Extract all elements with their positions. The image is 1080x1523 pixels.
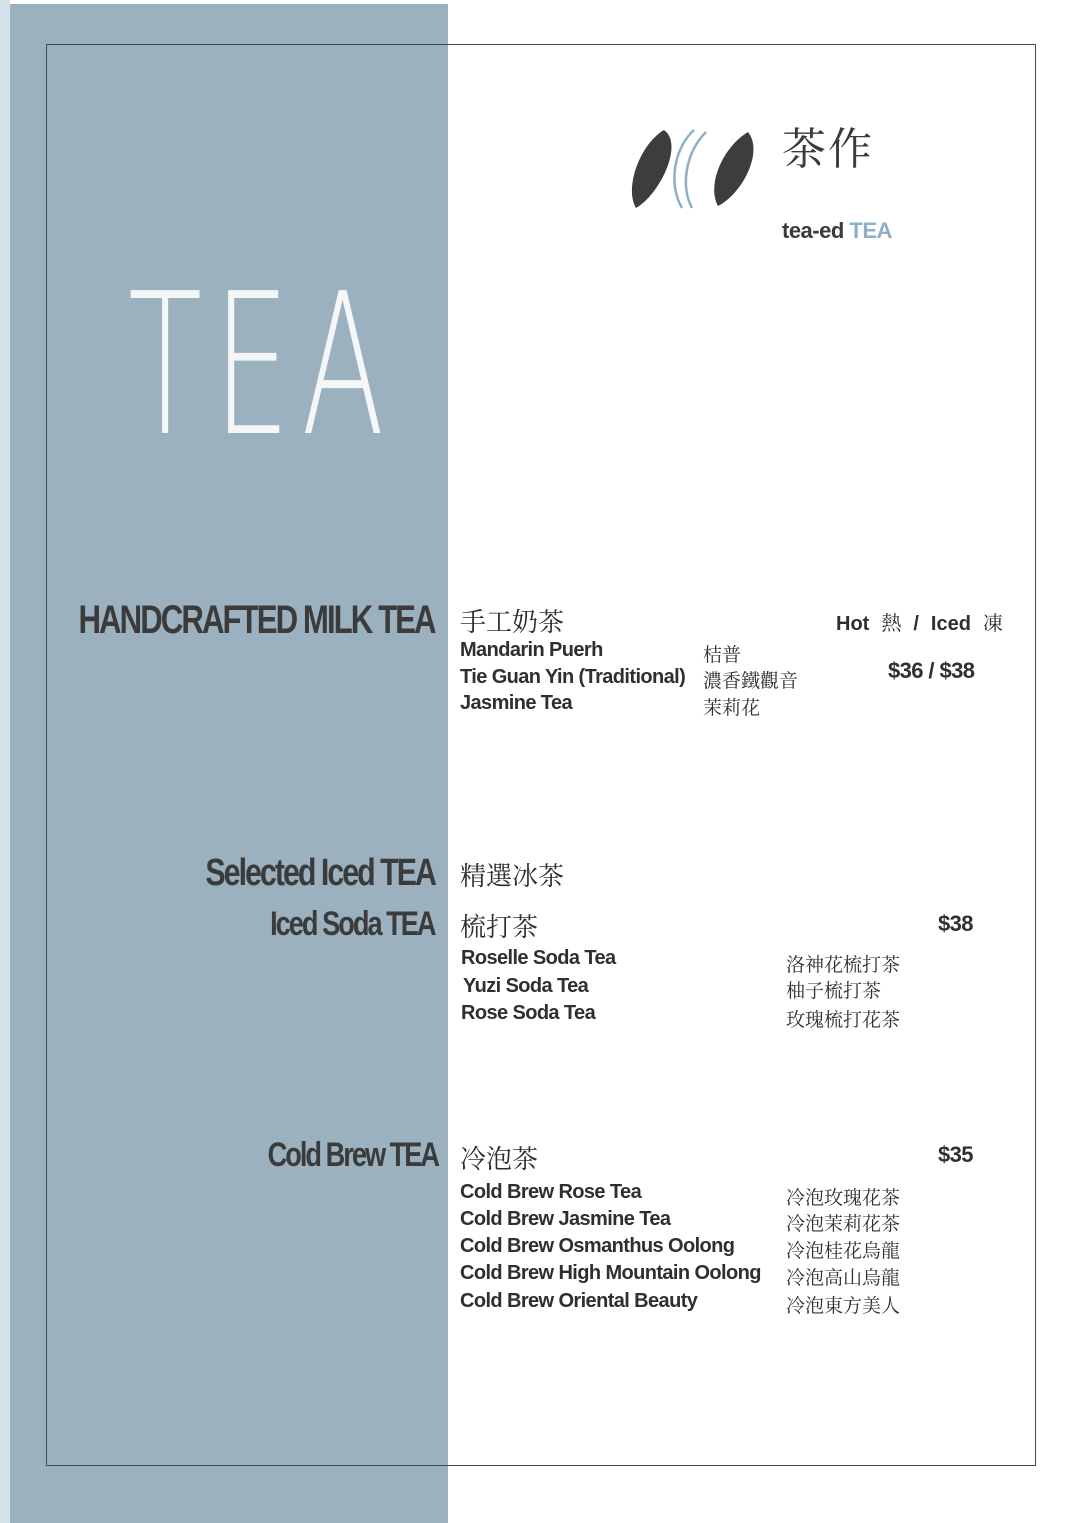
soda-tea-item-cjk: 玫瑰梳打花茶: [786, 1010, 901, 1031]
milk-tea-item-cjk: 桔普: [703, 645, 742, 666]
milk-tea-item-cjk: 濃香鐵觀音: [703, 671, 799, 692]
cold-brew-title: Cold Brew TEA: [267, 1136, 438, 1174]
brand-name-part1: tea-ed: [782, 218, 844, 243]
legend-separator: /: [913, 613, 919, 635]
hot-cjk: 熱: [881, 613, 902, 635]
soda-tea-item-cjk: 洛神花梳打茶: [786, 955, 901, 976]
hero-title: TEA: [128, 252, 396, 480]
soda-tea-price: $38: [938, 911, 973, 936]
brand-name: [782, 218, 892, 244]
soda-tea-item: Roselle Soda Tea: [461, 947, 616, 969]
milk-tea-item: Jasmine Tea: [460, 692, 572, 714]
cold-brew-item: Cold Brew High Mountain Oolong: [460, 1262, 761, 1284]
left-edge: [0, 0, 10, 1523]
cold-brew-item-cjk: 冷泡玫瑰花茶: [786, 1188, 901, 1209]
cold-brew-cjk-title: 冷泡茶: [460, 1144, 539, 1174]
milk-tea-item-cjk: 茉莉花: [703, 698, 761, 719]
milk-tea-price: $36 / $38: [888, 658, 975, 683]
soda-tea-title: Iced Soda TEA: [270, 905, 435, 943]
soda-tea-cjk-title: 梳打茶: [460, 912, 539, 942]
cold-brew-item: Cold Brew Osmanthus Oolong: [460, 1235, 735, 1257]
cold-brew-price: $35: [938, 1142, 973, 1167]
soda-tea-item-cjk: 柚子梳打茶: [786, 981, 882, 1002]
hot-label: Hot: [836, 613, 870, 635]
cold-brew-item-cjk: 冷泡東方美人: [786, 1296, 901, 1317]
brand-name-part2: TEA: [849, 218, 892, 243]
soda-tea-item: Yuzi Soda Tea: [463, 975, 589, 997]
hot-iced-legend: [836, 607, 1003, 636]
iced-tea-cjk-title: 精選冰茶: [460, 861, 565, 891]
milk-tea-item: Tie Guan Yin (Traditional): [460, 666, 686, 688]
cold-brew-item-cjk: 冷泡桂花烏龍: [786, 1241, 901, 1262]
milk-tea-title: HANDCRAFTED MILK TEA: [78, 598, 435, 642]
brand-cjk-name: 茶作: [782, 124, 874, 175]
cold-brew-item: Cold Brew Oriental Beauty: [460, 1290, 698, 1312]
milk-tea-cjk-title: 手工奶茶: [460, 607, 565, 637]
iced-tea-title: Selected Iced TEA: [205, 852, 435, 894]
iced-label: Iced: [930, 613, 971, 635]
cold-brew-item: Cold Brew Jasmine Tea: [460, 1208, 671, 1230]
cold-brew-item-cjk: 冷泡茉莉花茶: [786, 1214, 901, 1235]
iced-cjk: 凍: [982, 613, 1003, 635]
cold-brew-item-cjk: 冷泡高山烏龍: [786, 1268, 901, 1289]
soda-tea-item: Rose Soda Tea: [461, 1002, 596, 1024]
milk-tea-item: Mandarin Puerh: [460, 639, 603, 661]
cold-brew-item: Cold Brew Rose Tea: [460, 1181, 642, 1203]
